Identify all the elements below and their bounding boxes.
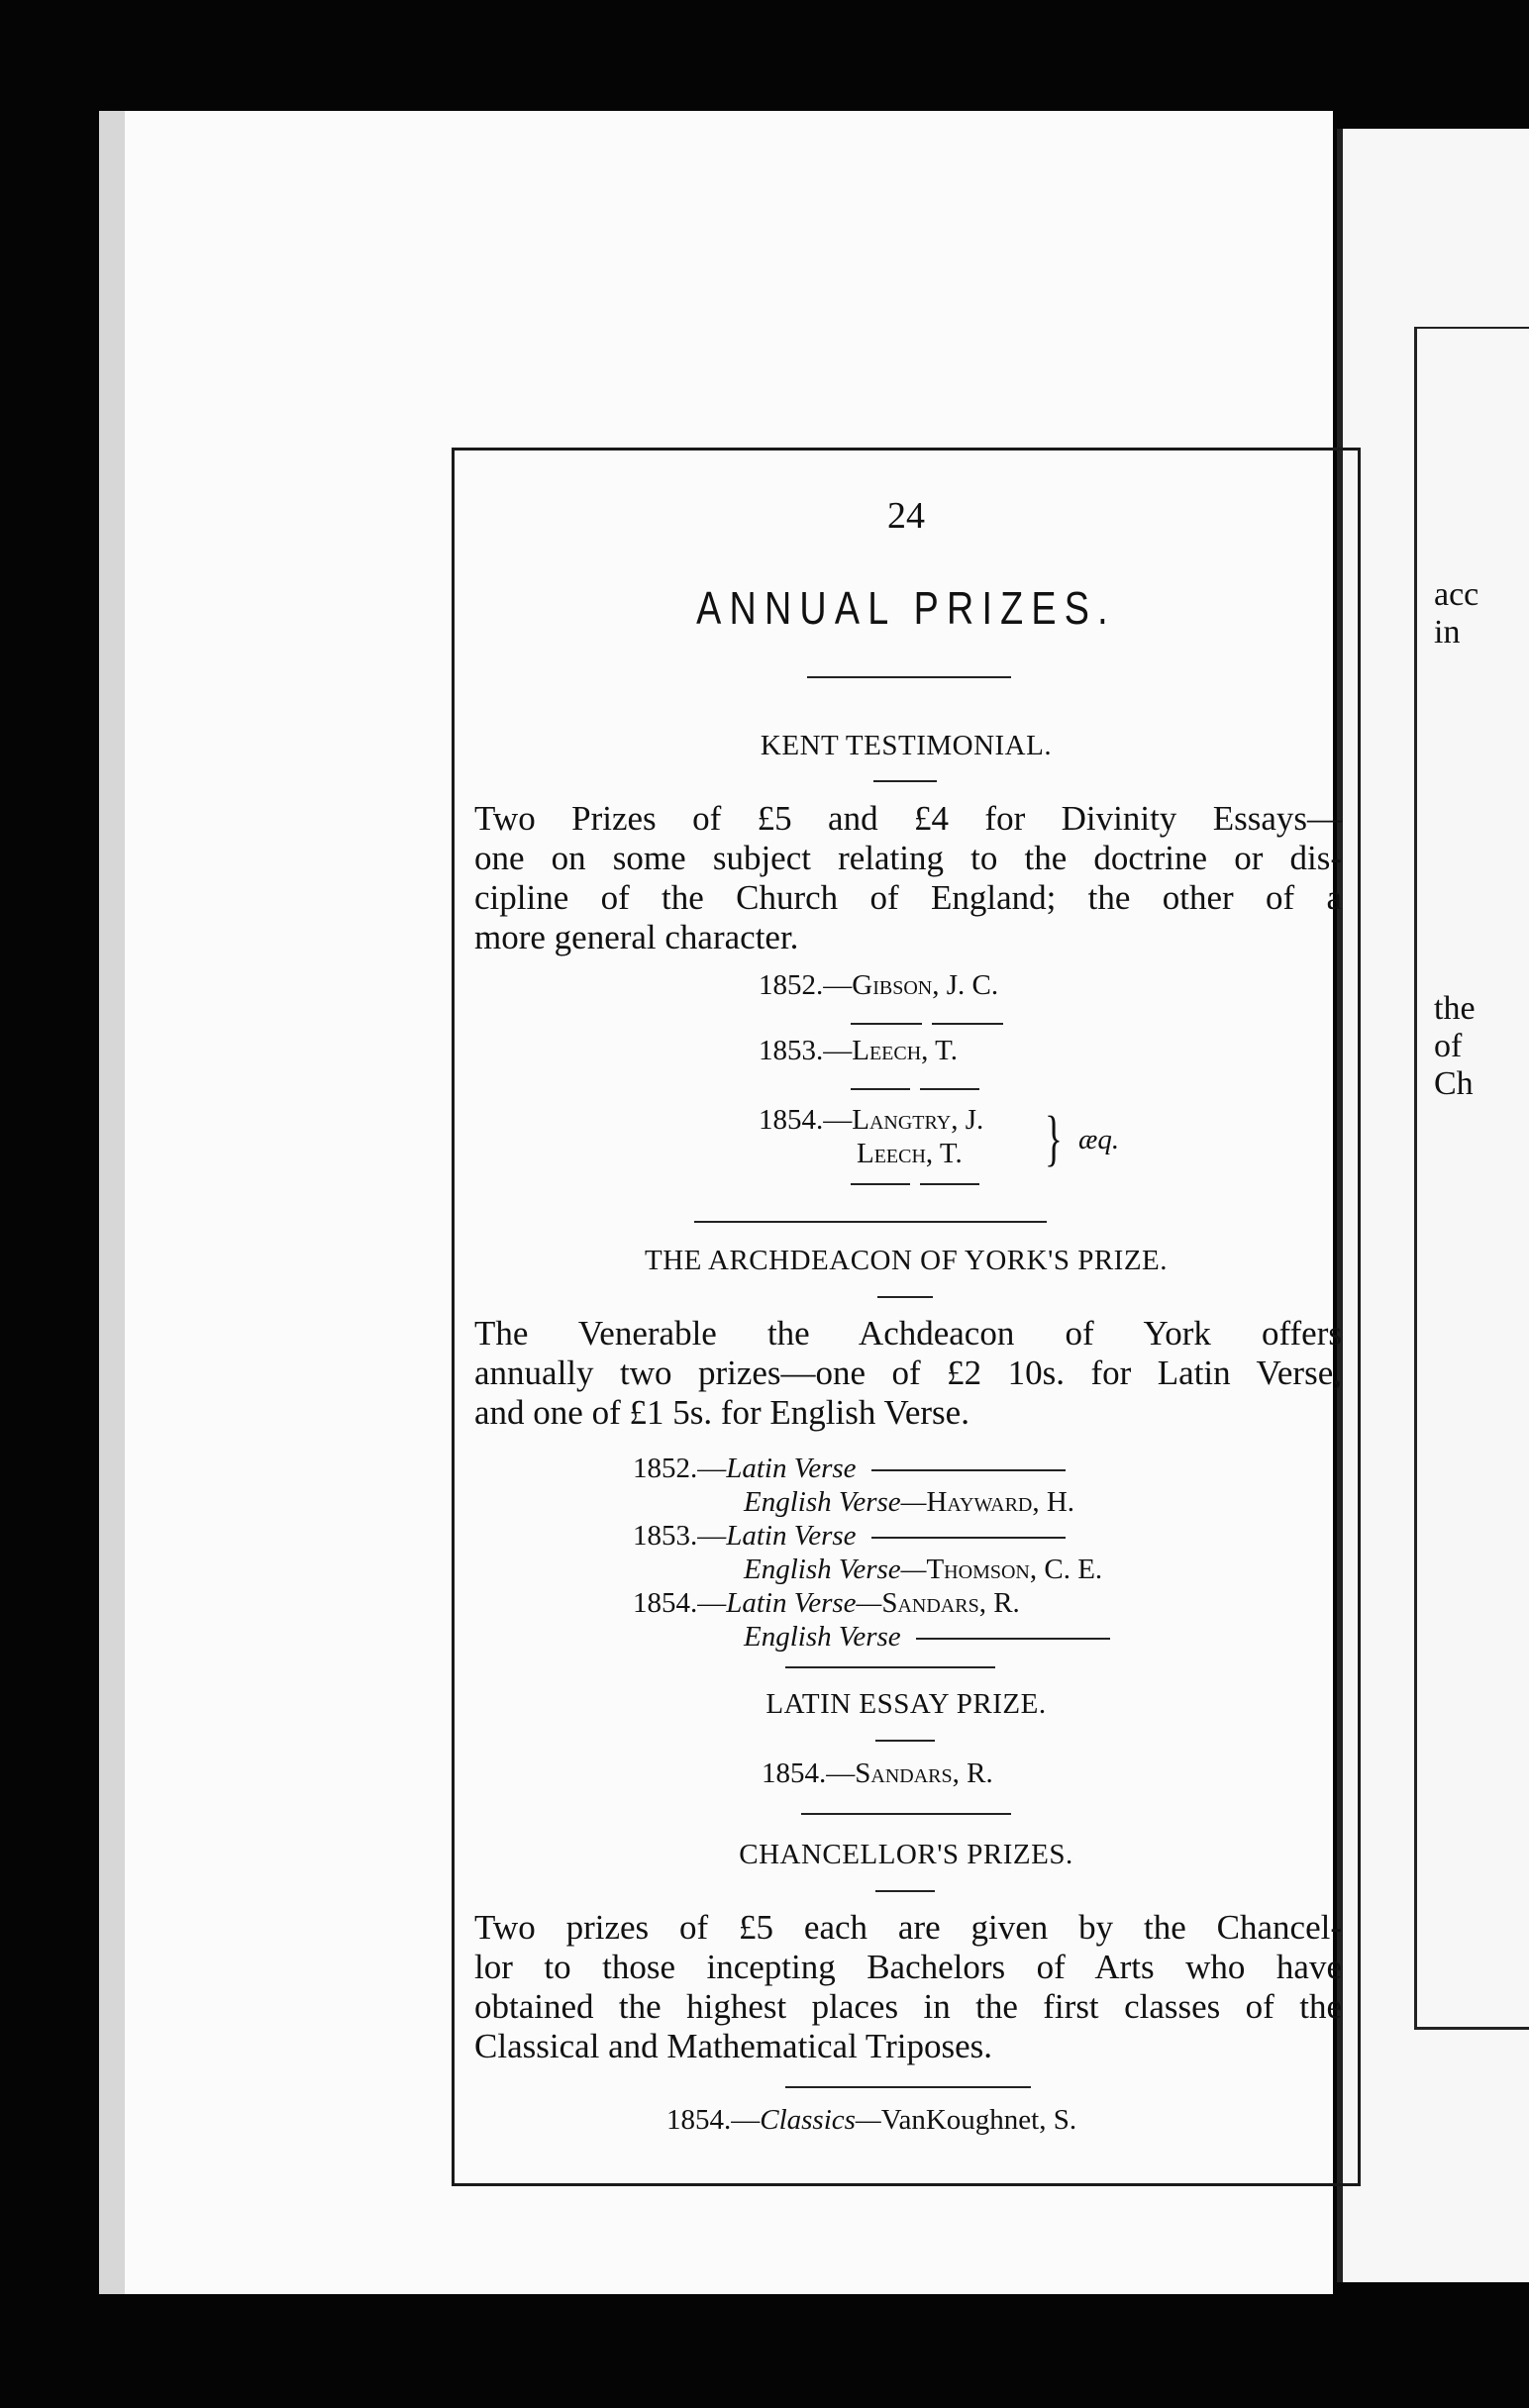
divider bbox=[875, 1740, 935, 1742]
page-frame bbox=[452, 448, 1361, 2186]
blank-dash bbox=[871, 1537, 1066, 1539]
divider bbox=[873, 780, 937, 782]
winner-entry: 1854.—Langtry, J. bbox=[759, 1104, 984, 1136]
winner-entry: 1852.—Latin Verse bbox=[633, 1453, 1066, 1485]
facing-page bbox=[1337, 129, 1529, 2282]
book-page bbox=[99, 111, 1342, 2294]
divider bbox=[920, 1088, 979, 1090]
divider bbox=[875, 1890, 935, 1892]
archdeacon-prize-description: The Venerable the Achdeacon of York offers annually two prizes—one of £2 10s. for Latin Verse, and one of £1 5s. for English Verse. bbox=[474, 1314, 1342, 1432]
divider bbox=[801, 1813, 1011, 1815]
aequales-note: æq. bbox=[1078, 1124, 1120, 1155]
divider bbox=[851, 1183, 910, 1185]
section-heading-kent-testimonial: KENT TESTIMONIAL. bbox=[760, 730, 1053, 761]
brace: } bbox=[1044, 1105, 1063, 1172]
facing-page-fragment: of bbox=[1434, 1028, 1463, 1064]
page-title: ANNUAL PRIZES. bbox=[696, 582, 1116, 634]
divider bbox=[807, 676, 1011, 678]
divider bbox=[694, 1221, 1047, 1223]
section-heading-archdeacon-prize: THE ARCHDEACON OF YORK'S PRIZE. bbox=[645, 1245, 1168, 1276]
divider bbox=[932, 1023, 1003, 1025]
facing-page-fragment: the bbox=[1434, 990, 1476, 1027]
winner-entry: English Verse—Thomson, C. E. bbox=[744, 1554, 1103, 1585]
winner-entry: 1854.—Sandars, R. bbox=[762, 1757, 993, 1789]
winner-entry: 1853.—Leech, T. bbox=[759, 1035, 958, 1066]
kent-testimonial-description: Two Prizes of £5 and £4 for Divinity Essays— one on some subject relating to the doctrine or dis- cipline of the Church of England; the other of a more general character. bbox=[474, 799, 1342, 956]
winner-entry: 1854.—Classics—VanKoughnet, S. bbox=[666, 2104, 1077, 2136]
winner-entry: Leech, T. bbox=[857, 1138, 963, 1169]
winner-entry: English Verse—Hayward, H. bbox=[744, 1486, 1075, 1518]
winner-entry: 1854.—Latin Verse—Sandars, R. bbox=[633, 1587, 1020, 1619]
section-heading-chancellors-prizes: CHANCELLOR'S PRIZES. bbox=[739, 1839, 1073, 1870]
divider bbox=[877, 1296, 933, 1298]
divider bbox=[785, 1666, 995, 1668]
divider bbox=[851, 1023, 922, 1025]
divider bbox=[785, 2086, 1031, 2088]
divider bbox=[851, 1088, 910, 1090]
facing-page-fragment: Ch bbox=[1434, 1065, 1474, 1102]
facing-page-fragment: in bbox=[1434, 614, 1461, 651]
winner-entry: 1853.—Latin Verse bbox=[633, 1520, 1066, 1553]
blank-dash bbox=[871, 1469, 1066, 1471]
blank-dash bbox=[916, 1638, 1110, 1640]
facing-page-fragment: acc bbox=[1434, 576, 1479, 613]
divider bbox=[920, 1183, 979, 1185]
winner-entry: 1852.—Gibson, J. C. bbox=[759, 969, 999, 1001]
winner-entry: English Verse bbox=[744, 1621, 1110, 1654]
chancellors-prizes-description: Two prizes of £5 each are given by the Chancel- lor to those incepting Bachelors of Arts who have obtained the highest places in the first classes of the Classical and Mathematical Triposes. bbox=[474, 1908, 1342, 2065]
page-number: 24 bbox=[887, 495, 925, 537]
section-heading-latin-essay: LATIN ESSAY PRIZE. bbox=[765, 1688, 1047, 1720]
